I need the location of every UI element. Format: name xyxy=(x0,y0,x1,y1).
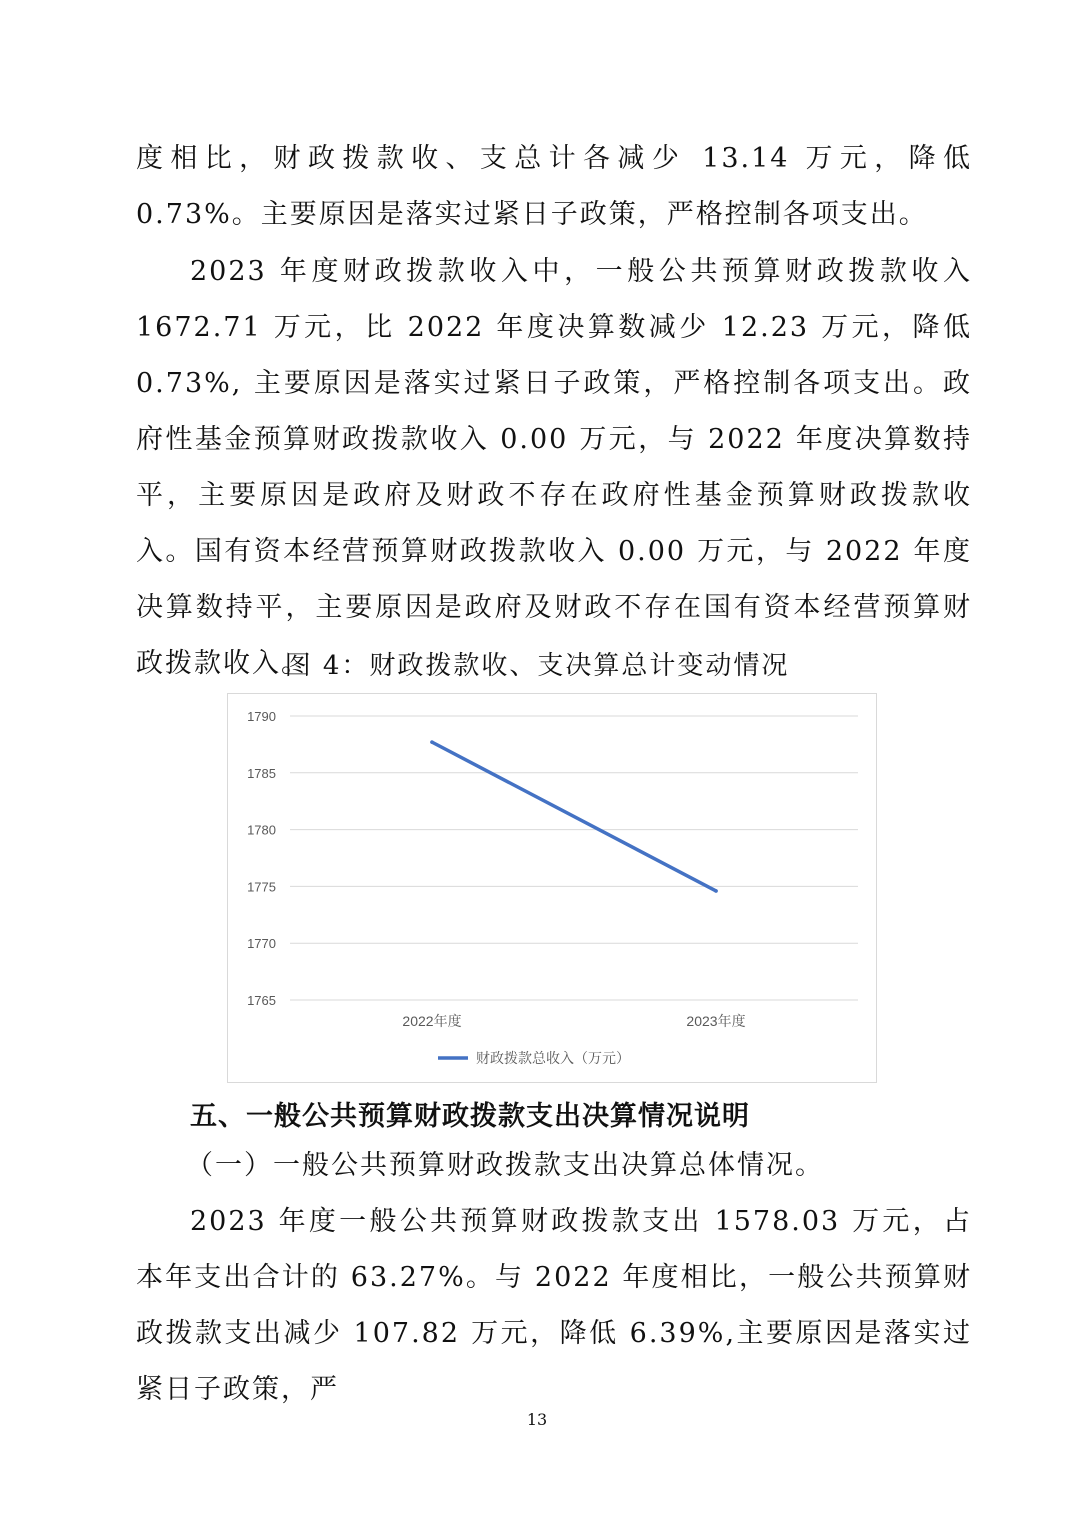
x-tick-label: 2022年度 xyxy=(402,1013,462,1029)
chart-canvas xyxy=(228,694,876,1082)
subsection-heading: （一）一般公共预算财政拨款支出决算总体情况。 xyxy=(186,1150,824,1181)
y-tick-label: 1780 xyxy=(247,822,276,838)
page-number: 13 xyxy=(526,1410,548,1429)
line-chart xyxy=(227,693,877,1083)
y-tick-label: 1790 xyxy=(247,709,276,724)
y-tick-label: 1785 xyxy=(247,765,276,781)
y-tick-label: 1770 xyxy=(247,936,276,952)
series-line xyxy=(432,742,716,891)
y-tick-label: 1775 xyxy=(247,879,276,895)
legend-label: 财政拨款总收入（万元） xyxy=(476,1050,630,1066)
figure-caption: 图 4：财政拨款收、支决算总计变动情况 xyxy=(284,651,790,681)
paragraph-3: 2023 年度一般公共预算财政拨款支出 1578.03 万元，占本年支出合计的 63.27%。与 2022 年度相比，一般公共预算财政拨款支出减少 107.82 万元，降低 6.39%,主要原因是落实过紧日子政策，严 xyxy=(136,1206,972,1405)
paragraph-1: 度相比，财政拨款收、支总计各减少 13.14 万元，降低 0.73%。主要原因是落实过紧日子政策，严格控制各项支出。 xyxy=(136,143,972,230)
y-tick-label: 1765 xyxy=(247,993,276,1008)
x-tick-label: 2023年度 xyxy=(686,1013,746,1029)
section-heading: 五、一般公共预算财政拨款支出决算情况说明 xyxy=(190,1101,750,1132)
data-point xyxy=(430,740,434,744)
paragraph-2: 2023 年度财政拨款收入中，一般公共预算财政拨款收入 1672.71 万元，比 2022 年度决算数减少 12.23 万元，降低 0.73%, 主要原因是落实过紧日子政策，严格控制各项支出。政府性基金预算财政拨款收入 0.00 万元，与 2022 年度决算数持平，主要原因是政府及财政不存在政府性基金预算财政拨款收入。国有资本经营预算财政拨款收入 0.00 万元，与 2022 年度决算数持平，主要原因是政府及财政不存在国有资本经营预算财政拨款收入。 xyxy=(136,256,972,679)
data-point xyxy=(714,889,718,893)
